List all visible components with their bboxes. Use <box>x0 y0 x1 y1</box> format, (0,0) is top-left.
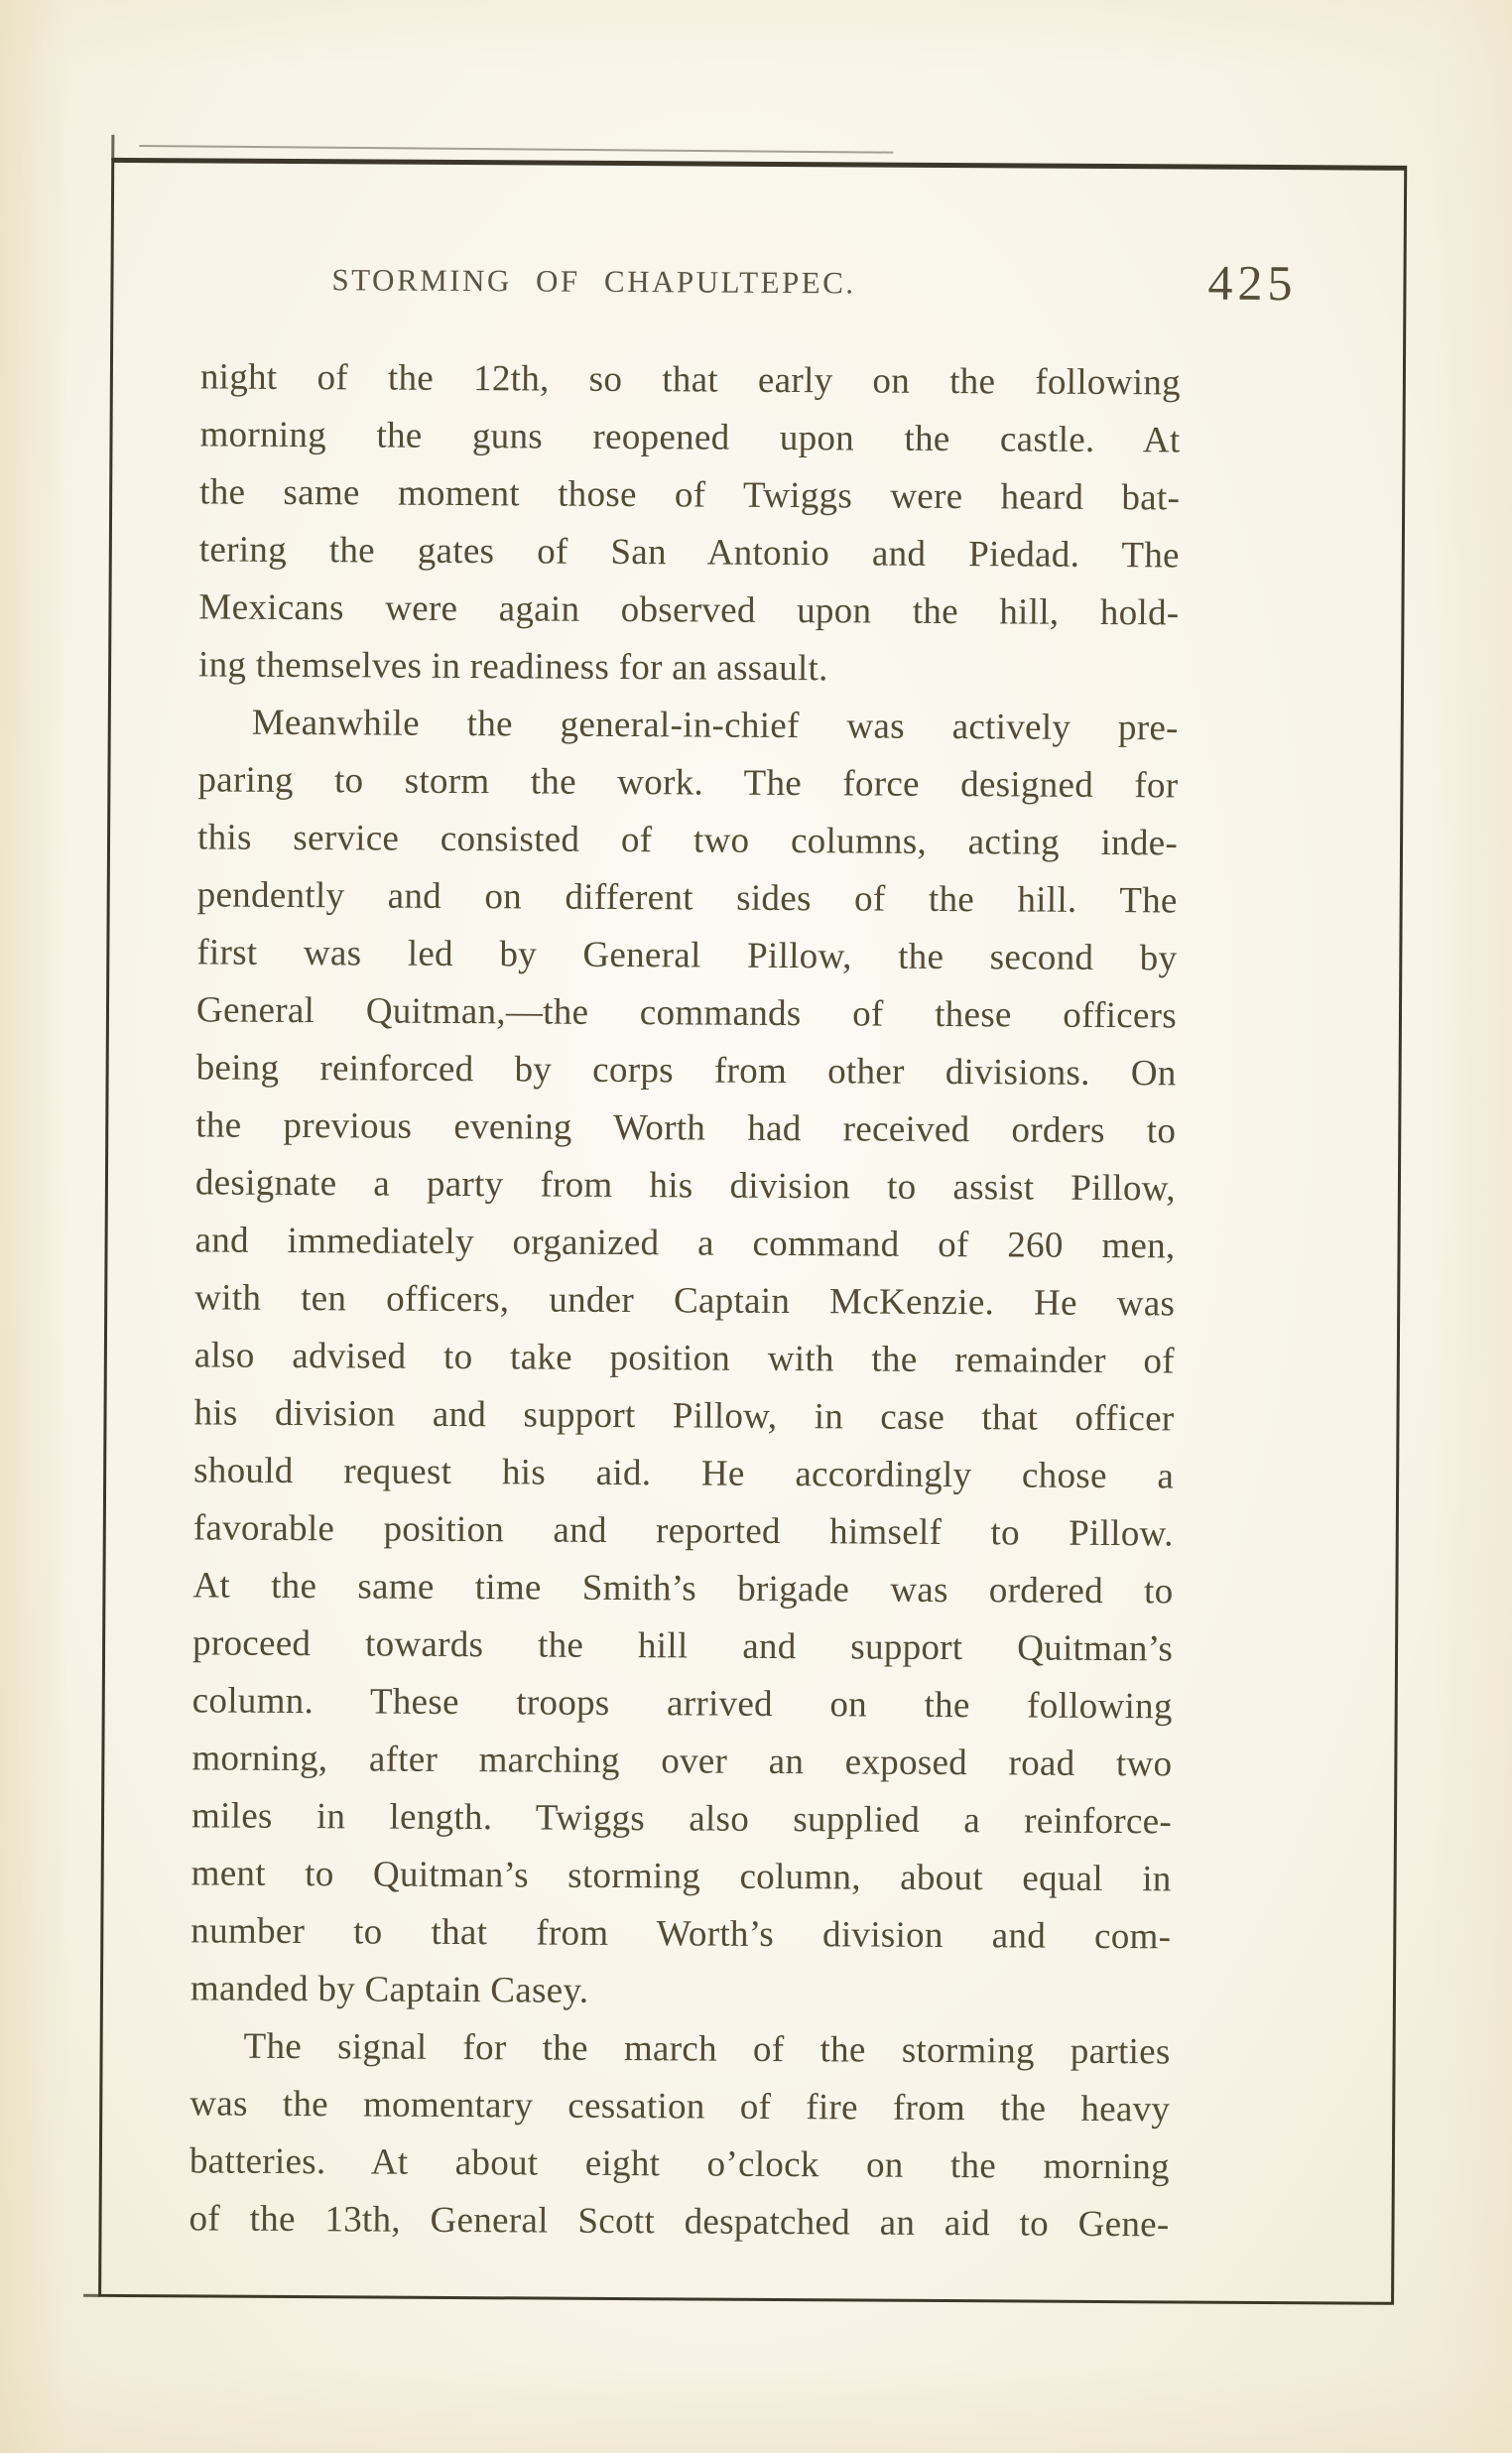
text-line: ment to Quitman’s storming column, about equal in <box>190 1853 1172 1900</box>
text-line: designate a party from his division to assist Pillow, <box>194 1162 1177 1210</box>
text-line: should request his aid. He accordingly chose a <box>193 1450 1175 1497</box>
text-line: column. These troops arrived on the following <box>191 1680 1173 1728</box>
text-line: morning the guns reopened upon the castle. At <box>199 414 1181 461</box>
text-line: proceed towards the hill and support Quitman’s <box>191 1622 1174 1670</box>
text-line: favorable position and reported himself to Pillow. <box>192 1507 1174 1555</box>
text-line: and immediately organized a command of 260 men, <box>194 1220 1176 1267</box>
text-line: was the momentary cessation of fire from the heavy <box>189 2083 1171 2130</box>
text-line: first was led by General Pillow, the second by <box>196 932 1178 979</box>
page-number: 425 <box>1207 254 1298 312</box>
text-line: paring to storm the work. The force designed for <box>197 759 1179 807</box>
text-line: this service consisted of two columns, acting inde- <box>196 817 1179 864</box>
text-line: his division and support Pillow, in case that officer <box>193 1392 1175 1440</box>
text-line: manded by Captain Casey. <box>189 1968 589 2011</box>
text-line: being reinforced by corps from other divisions. On <box>195 1047 1177 1095</box>
running-header-title: STORMING OF CHAPULTEPEC. <box>331 262 856 301</box>
text-line: General Quitman,—the commands of these officers <box>195 989 1178 1037</box>
scan-ghost-rule <box>139 145 893 154</box>
text-line: pendently and on different sides of the hill. The <box>196 874 1178 922</box>
text-line: the previous evening Worth had received orders to <box>195 1104 1177 1152</box>
text-line: night of the 12th, so that early on the following <box>199 356 1182 404</box>
text-line: tering the gates of San Antonio and Piedad. The <box>198 529 1180 577</box>
text-line: Meanwhile the general-in-chief was actively pre- <box>251 702 1179 749</box>
text-line: morning, after marching over an exposed road two <box>191 1738 1173 1785</box>
text-line: The signal for the march of the storming parties <box>243 2025 1171 2073</box>
text-line: also advised to take position with the remainder of <box>193 1335 1175 1382</box>
text-line: number to that from Worth’s division and com- <box>190 1910 1172 1958</box>
text-line: of the 13th, General Scott despatched an aid to Gene- <box>189 2198 1170 2246</box>
page-body-text <box>189 348 1181 2254</box>
text-line: At the same time Smith’s brigade was ordered to <box>192 1565 1174 1613</box>
text-line: the same moment those of Twiggs were heard bat- <box>199 471 1181 519</box>
text-line: Mexicans were again observed upon the hill, hold- <box>198 586 1180 634</box>
text-line: with ten officers, under Captain McKenzie. He was <box>194 1277 1176 1325</box>
running-header <box>200 247 1297 318</box>
text-line: batteries. At about eight o’clock on the morning <box>189 2140 1171 2188</box>
text-line: ing themselves in readiness for an assault. <box>198 644 828 690</box>
text-line: miles in length. Twiggs also supplied a reinforce- <box>190 1795 1173 1843</box>
